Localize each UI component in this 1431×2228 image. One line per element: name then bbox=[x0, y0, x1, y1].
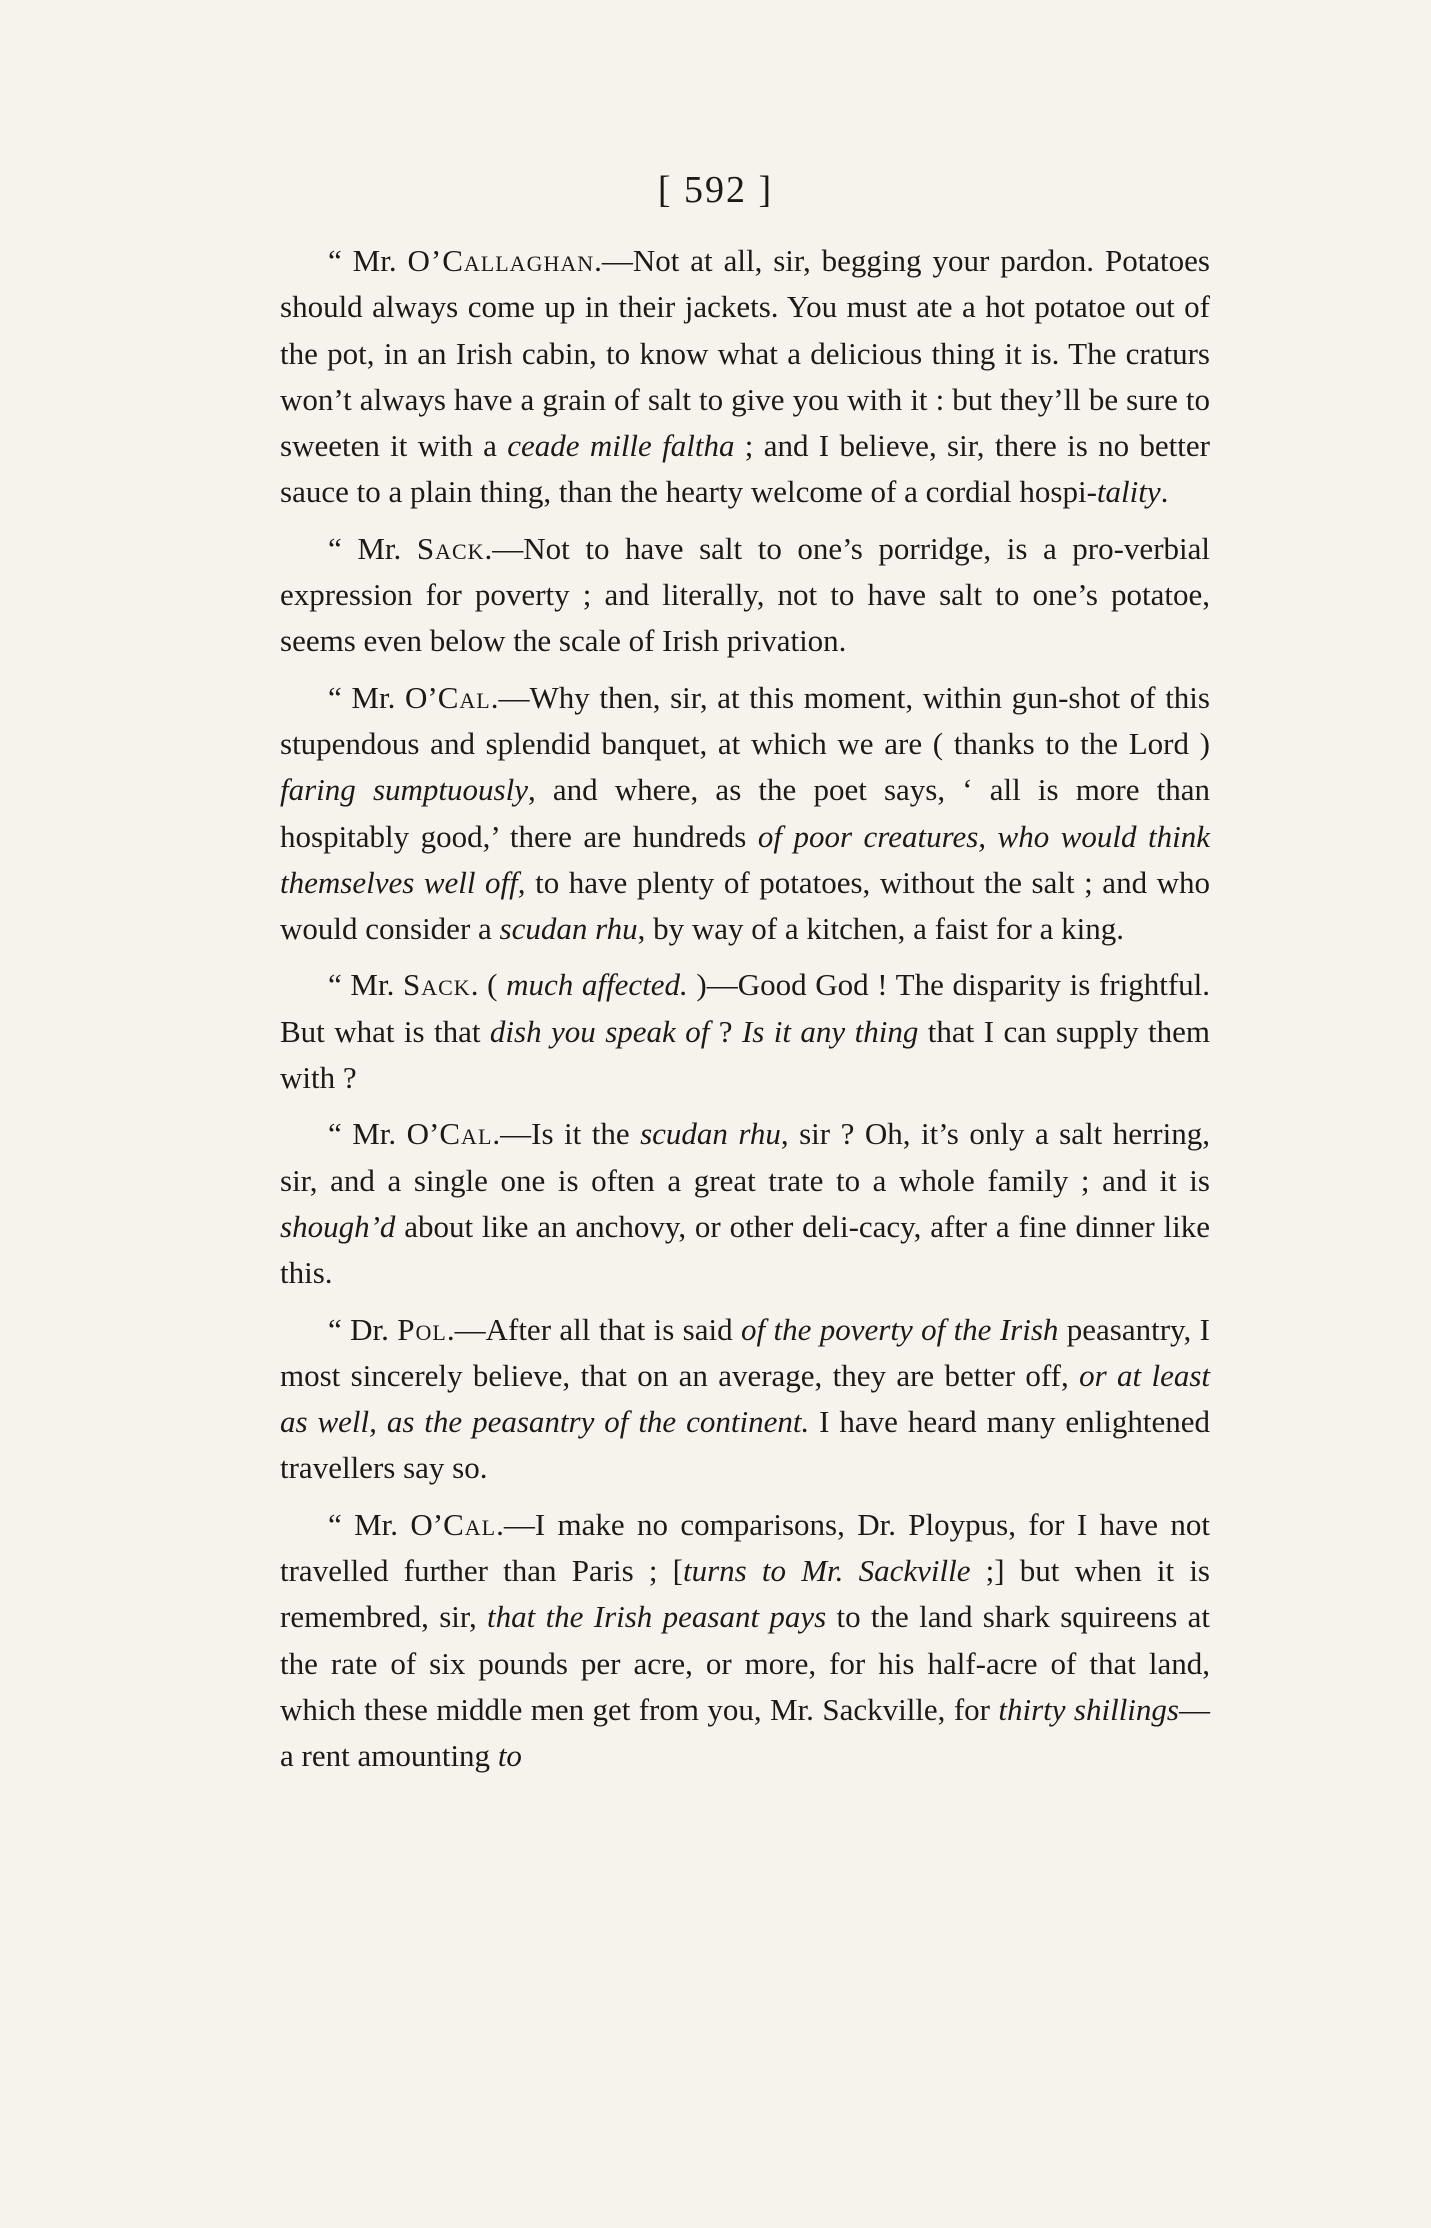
paragraph bbox=[280, 962, 1210, 1101]
italic-text: to bbox=[497, 1738, 522, 1774]
italic-text: of the poverty of the Irish bbox=[741, 1311, 1059, 1347]
text-segment: ; and I believe, sir, there is no better sauce to a plain thing, than the hearty welcome of a cordial hospi- bbox=[280, 428, 1210, 510]
italic-text: dish you speak of bbox=[489, 1013, 710, 1049]
paragraph bbox=[280, 238, 1210, 516]
text-segment: .—I make no comparisons, Dr. Ploypus, for I have not travelled further than Paris ; [ bbox=[280, 1506, 1210, 1589]
text-segment: .—After all that is said bbox=[446, 1311, 741, 1347]
speaker-name: Cal bbox=[437, 679, 491, 715]
text-segment: “ Mr. O’ bbox=[328, 1506, 444, 1542]
paragraph bbox=[280, 675, 1210, 953]
text-segment: “ Dr. bbox=[328, 1311, 398, 1347]
speaker-name: Sack bbox=[416, 530, 485, 566]
italic-text: ceade mille faltha bbox=[507, 428, 735, 464]
text-segment: .—Why then, sir, at this moment, within gun-shot of this stupendous and splendid banquet, at which we are ( thanks to the Lord ) bbox=[280, 679, 1210, 761]
speaker-name: Pol bbox=[397, 1311, 447, 1347]
paragraph bbox=[280, 1111, 1210, 1296]
text-segment: . bbox=[1160, 474, 1169, 510]
text-segment: I have heard many enlightened travellers say so. bbox=[280, 1404, 1210, 1486]
speaker-name: Sack bbox=[402, 967, 471, 1003]
italic-text: scudan rhu bbox=[640, 1116, 781, 1152]
text-segment: .—Not to have salt to one’s porridge, is a pro-verbial expression for poverty ; and literally, not to have salt to one’s potatoe, seems even below the scale of Irish privation. bbox=[280, 530, 1211, 659]
text-segment: , by way of a kitchen, a faist for a king. bbox=[637, 911, 1124, 947]
paragraph bbox=[280, 1307, 1210, 1492]
text-segment: “ Mr. O’ bbox=[328, 679, 438, 715]
text-segment: .—Not at all, sir, begging your pardon. Potatoes should always come up in their jackets. You must ate a hot potatoe out of the pot, in an Irish cabin, to know what a delicious thing it is. The craturs won’t always have a grain of salt to give you with it : but they’ll be sure to sweeten it with a bbox=[280, 243, 1210, 464]
italic-text: much affected. bbox=[506, 967, 688, 1003]
italic-text: shough’d bbox=[280, 1208, 396, 1244]
text-segment: about like an anchovy, or other deli-cacy, after a fine dinner like this. bbox=[280, 1208, 1210, 1291]
text-segment: “ Mr. O’ bbox=[328, 1116, 440, 1152]
text-segment: . ( bbox=[470, 967, 507, 1003]
text-segment: —a rent amounting bbox=[280, 1691, 1210, 1774]
text-segment: that I can supply them with ? bbox=[280, 1013, 1210, 1096]
text-segment: , sir ? Oh, it’s only a salt herring, sir, and a single one is often a great trate to a whole family ; and it is bbox=[280, 1116, 1210, 1198]
paragraph bbox=[280, 1502, 1210, 1780]
text-segment: peasantry, I most sincerely believe, that on an average, they are better off, bbox=[280, 1311, 1210, 1393]
italic-text: scudan rhu bbox=[499, 911, 638, 947]
italic-text: of poor creatures, who would think themselves well off, bbox=[280, 818, 1210, 900]
page-number-header: [ 592 ] bbox=[657, 169, 774, 211]
italic-text: turns to Mr. Sackville bbox=[683, 1553, 971, 1589]
text-segment: “ Mr. bbox=[328, 243, 408, 278]
italic-text: or at least as well, as the peasantry of the continent. bbox=[280, 1357, 1211, 1440]
text-segment: to have plenty of potatoes, without the salt ; and who would consider a bbox=[280, 864, 1211, 947]
italic-text: that the Irish peasant pays bbox=[487, 1599, 827, 1635]
page-body bbox=[280, 238, 1210, 1790]
text-segment: .—Is it the bbox=[492, 1116, 641, 1152]
text-segment: )—Good God ! The disparity is frightful. But what is that bbox=[280, 967, 1211, 1049]
text-segment: “ Mr. bbox=[328, 530, 417, 566]
italic-text: Is it any thing bbox=[741, 1013, 919, 1049]
speaker-name: Cal bbox=[443, 1506, 497, 1542]
text-segment: “ Mr. bbox=[328, 967, 403, 1003]
text-segment: ;] but when it is remembred, sir, bbox=[280, 1553, 1210, 1635]
speaker-name: O’Callaghan bbox=[407, 243, 595, 278]
text-segment: , and where, as the poet says, ‘ all is more than hospitably good,’ there are hundreds bbox=[280, 772, 1210, 854]
italic-text: thirty shillings bbox=[998, 1691, 1179, 1727]
speaker-name: Cal bbox=[439, 1116, 493, 1152]
italic-text: tality bbox=[1096, 474, 1161, 510]
text-segment: ? bbox=[709, 1013, 742, 1049]
paragraph bbox=[280, 526, 1210, 665]
italic-text: faring sumptuously bbox=[280, 772, 528, 808]
text-segment: to the land shark squireens at the rate of six pounds per acre, or more, for his half-acre of that land, which these middle men get from you, Mr. Sackville, for bbox=[280, 1599, 1210, 1727]
